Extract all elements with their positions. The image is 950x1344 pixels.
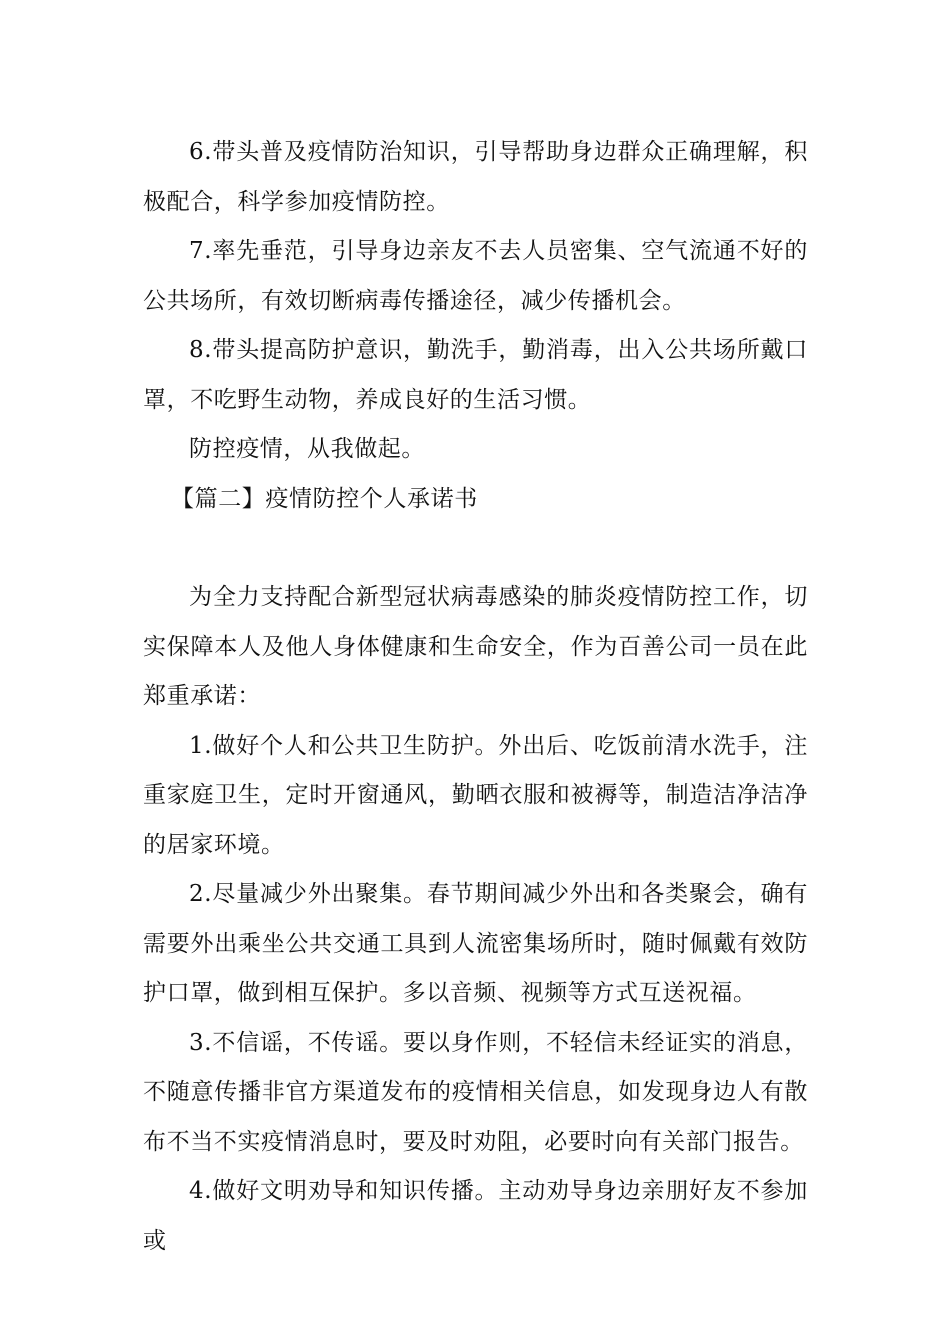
commitment-intro: 为全力支持配合新型冠状病毒感染的肺炎疫情防控工作，切实保障本人及他人身体健康和生命安全，作为百善公司一员在此郑重承诺： [143, 584, 808, 709]
blank-line [143, 524, 808, 573]
document-body [143, 128, 808, 1266]
paragraph-item-6: 6.带头普及疫情防治知识，引导帮助身边群众正确理解，积极配合，科学参加疫情防控。 [143, 139, 808, 215]
commitment-item-3: 3.不信谣，不传谣。要以身作则，不轻信未经证实的消息，不随意传播非官方渠道发布的疫情相关信息，如发现身边人有散布不当不实疫情消息时，要及时劝阻，必要时向有关部门报告。 [143, 1029, 808, 1155]
commitment-item-1: 1.做好个人和公共卫生防护。外出后、吃饭前清水洗手，注重家庭卫生，定时开窗通风，勤晒衣服和被褥等，制造洁净洁净的居家环境。 [143, 732, 808, 858]
paragraph-item-7: 7.率先垂范，引导身边亲友不去人员密集、空气流通不好的公共场所，有效切断病毒传播途径，减少传播机会。 [143, 238, 808, 314]
section-heading: 【篇二】疫情防控个人承诺书 [171, 485, 478, 512]
commitment-item-4: 4.做好文明劝导和知识传播。主动劝导身边亲朋好友不参加或 [143, 1178, 808, 1254]
commitment-item-2: 2.尽量减少外出聚集。春节期间减少外出和各类聚会，确有需要外出乘坐公共交通工具到人流密集场所时，随时佩戴有效防护口罩，做到相互保护。多以音频、视频等方式互送祝福。 [143, 881, 808, 1006]
closing-slogan: 防控疫情，从我做起。 [189, 436, 425, 462]
paragraph-item-8: 8.带头提高防护意识，勤洗手，勤消毒，出入公共场所戴口罩，不吃野生动物，养成良好的生活习惯。 [143, 337, 808, 413]
